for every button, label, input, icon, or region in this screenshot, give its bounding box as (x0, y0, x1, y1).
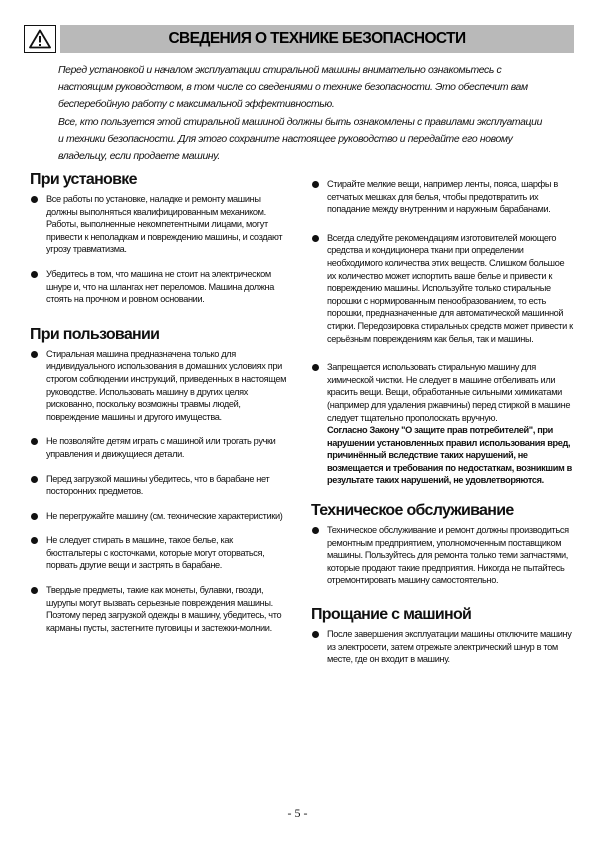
list-item: Все работы по установке, наладке и ремонту машины должны выполняться квалифицированным механиком. Работы, выполненные некомпетентными лицами, могут привести к неполадкам и повреждению машины, и создают угрозу травматизма. (30, 193, 288, 256)
list-item (311, 361, 573, 487)
left-column (30, 170, 288, 634)
section-title-usage: При пользовании (30, 325, 160, 343)
intro-paragraph: Все, кто пользуется этой стиральной машиной должны быть ознакомлены с правилами эксплуатации и техники безопасности. Для этого сохраните настоящее руководство и передайте его новому владельцу, если продаете машину. (58, 116, 542, 163)
list-item: Твердые предметы, такие как монеты, булавки, гвозди, шурупы могут вызвать серьезные повреждения машины. Поэтому перед загрузкой одежды в машину, убедитесь, что карманы пусты, застегните пуговицы и застежки-молнии. (30, 584, 288, 634)
right-column (311, 170, 573, 666)
page-title: СВЕДЕНИЯ О ТЕХНИКЕ БЕЗОПАСНОСТИ (60, 25, 574, 53)
disposal-list (311, 628, 573, 666)
page-header (24, 25, 574, 53)
intro-paragraph: Перед установкой и началом эксплуатации стиральной машины внимательно ознакомьтесь с настоящим руководством, в том числе со сведениями о технике безопасности. Это обеспечит вам бесперебойную работу с максимальной эффективностью. (58, 65, 528, 111)
list-item-text: Запрещается использовать стиральную машину для химической чистки. Не следует в машине отбеливать или красить вещи. Вещи, обработанные сильными химикатами (например для удаления ржавчины) перед стиркой в машине следует тщательно прополоскать вручную. (327, 362, 571, 423)
list-item: Всегда следуйте рекомендациям изготовителей моющего средства и кондиционера ткани при определении необходимого количества этих веществ. Слишком большое их количество может испортить ваше белье и привести к повреждению машины. Используйте только стиральные порошки с нормированным пенообразованием, то есть порошки, предназначенные для автоматической машинной стирки. Передозировка стиральных средств может привести к серьёзным повреждениям как белья, так и машины. (311, 232, 573, 345)
section-title-installation: При установке (30, 171, 137, 188)
list-item: После завершения эксплуатации машины отключите машину из электросети, затем отрежьте электрический шнур в том месте, где он входит в машину. (311, 628, 573, 666)
list-item: Перед загрузкой машины убедитесь, что в барабане нет посторонних предметов. (30, 473, 288, 498)
intro-text (58, 62, 548, 165)
section-title-disposal: Прощание с машиной (311, 606, 472, 624)
installation-list (30, 193, 288, 306)
list-item: Убедитесь в том, что машина не стоит на электрическом шнуре и, что на шлангах нет переломов. Машина должна стоять на прочном и ровном основании. (30, 268, 288, 306)
list-item: Не позволяйте детям играть с машиной или трогать ручки управления и движущиеся детали. (30, 435, 288, 460)
consumer-law-note: Согласно Закону "О защите прав потребителей", при нарушении установленных правил использования вред, причинённый вследствие таких нарушений, не возмещается и требования по недостаткам, возникшим в результате таких нарушений, не удовлетворяются. (327, 425, 572, 486)
page-number: - 5 - (287, 806, 308, 820)
usage-list (30, 348, 288, 635)
section-title-maintenance: Техническое обслуживание (311, 502, 514, 520)
usage-list-continued (311, 178, 573, 487)
list-item: Стиральная машина предназначена только для индивидуального использования в домашних условиях при строгом соблюдении инструкций, приведенных в настоящем руководстве. Использовать машину в других целях рискованно, поскольку возможны травмы людей, повреждение машины и другого имущества. (30, 348, 288, 424)
list-item: Не перегружайте машину (см. технические характеристики) (30, 510, 288, 523)
list-item: Техническое обслуживание и ремонт должны производиться ремонтным предприятием, уполномоченным поставщиком машины. Пользуйтесь для ремонта только теми запчастями, которые продают такие предприятия. Никогда не пытайтесь отремонтировать машину самостоятельно. (311, 524, 573, 587)
list-item: Стирайте мелкие вещи, например ленты, пояса, шарфы в сетчатых мешках для белья, чтобы предотвратить их попадание между внутренним и наружным барабанами. (311, 178, 573, 216)
maintenance-list (311, 524, 573, 587)
list-item: Не следует стирать в машине, такое белье, как бюстгальтеры с косточками, которые могут оторваться, порвать другие вещи и застрять в барабане. (30, 534, 288, 572)
warning-triangle-icon (24, 25, 56, 53)
